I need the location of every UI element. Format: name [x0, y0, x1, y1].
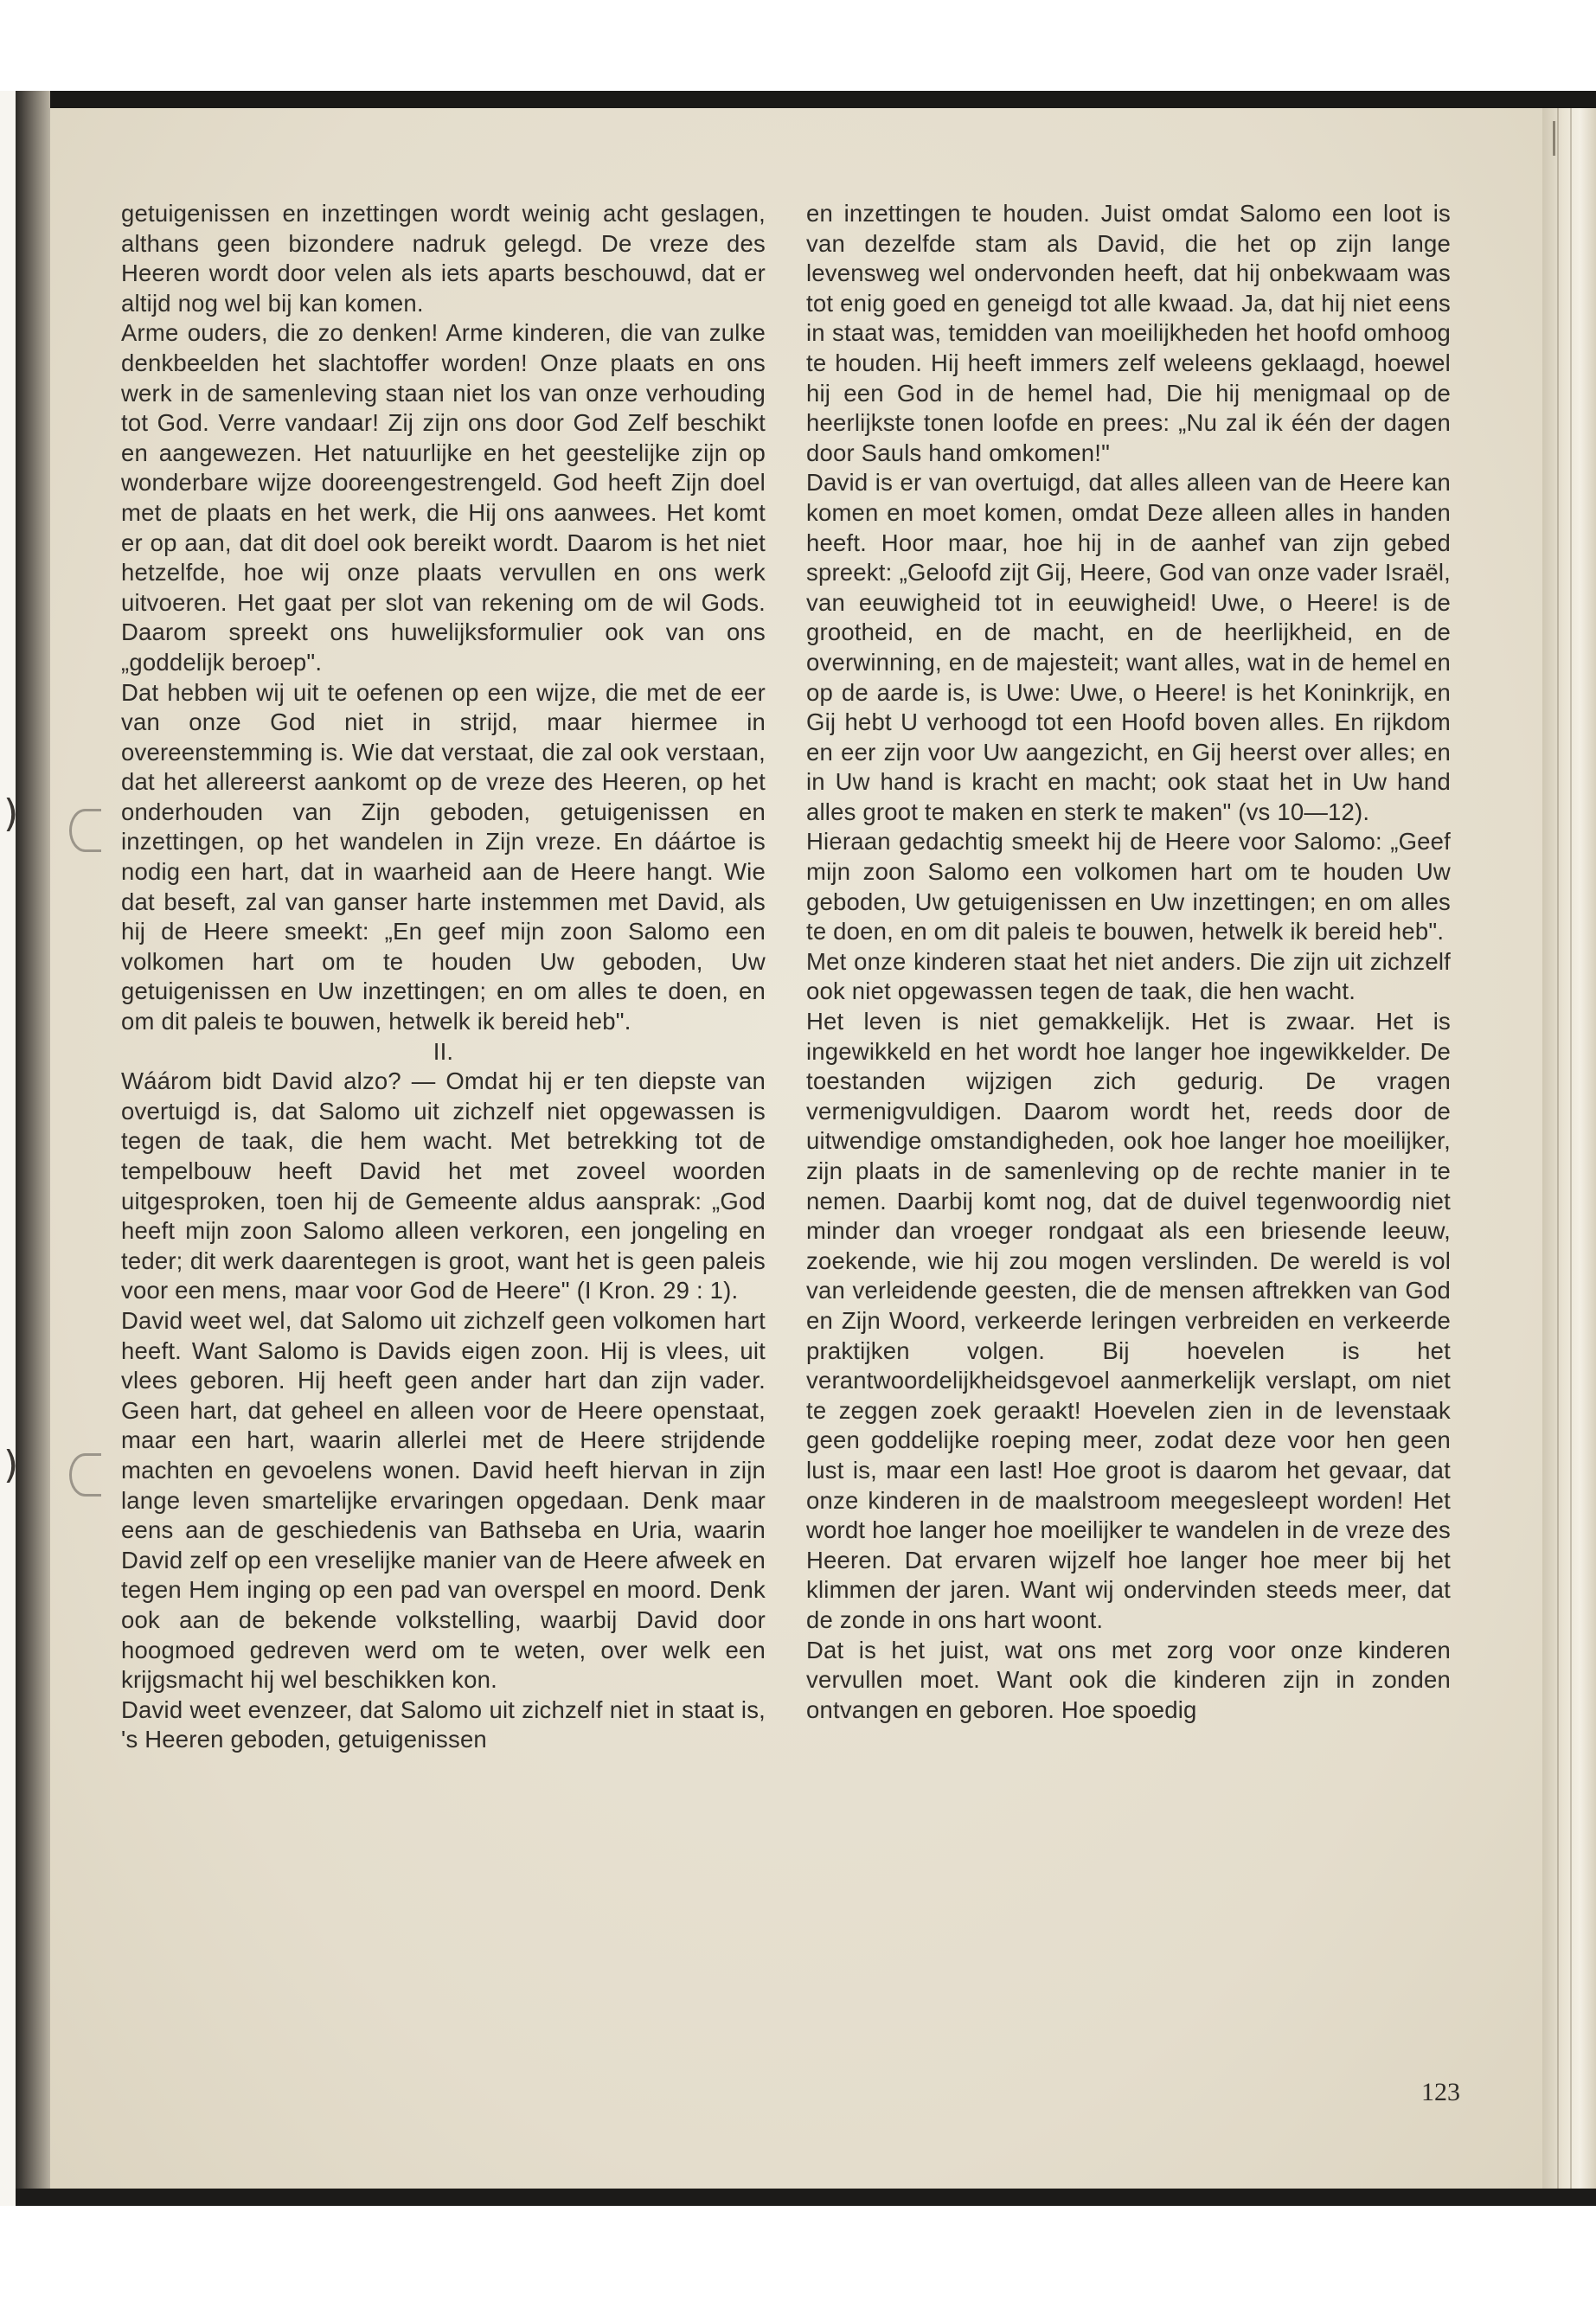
- paragraph: Wáárom bidt David alzo? — Omdat hij er ten diepste van overtuigd is, dat Salomo uit zichzelf niet opgewassen is tegen de taak, die hem wacht. Met betrekking tot de tempelbouw heeft David het met zoveel woorden uitgesproken, toen hij de Gemeente aldus aansprak: „God heeft mijn zoon Salomo alleen verkoren, een jongeling en teder; dit werk daarentegen is groot, want het is geen paleis voor een mens, maar voor God de Heere" (I Kron. 29 : 1).: [121, 1067, 766, 1304]
- paragraph: Arme ouders, die zo denken! Arme kinderen, die van zulke denkbeelden het slachtoffer worden! Onze plaats en ons werk in de samenleving staan niet los van onze verhouding tot God. Verre vandaar! Zij zijn ons door God Zelf beschikt en aangewezen. Het natuurlijke en het geestelijke zijn op wonderbare wijze dooreengestrengeld. God heeft Zijn doel met de plaats en het werk, die Hij ons aanwees. Het komt er op aan, dat dit doel ook bereikt wordt. Daarom is het niet hetzelfde, hoe wij onze plaats vervullen en ons werk uitvoeren. Het gaat per slot van rekening om de wil Gods. Daarom spreekt ons huwelijksformulier ook van ons „goddelijk beroep".: [121, 319, 766, 676]
- paragraph: David is er van overtuigd, dat alles alleen van de Heere kan komen en moet komen, omdat Deze alleen alles in handen heeft. Hoor maar, hoe hij in de aanhef van zijn gebed spreekt: „Geloofd zijt Gij, Heere, God van onze vader Israël, van eeuwigheid tot in eeuwigheid! Uwe, o Heere! is de grootheid, en de macht, en de heerlijkheid, en de overwinning, en de majesteit; want alles, wat in de hemel en op de aarde is, is Uwe: Uwe, o Heere! is het Koninkrijk, en Gij hebt U verhoogd tot een Hoofd boven alles. En rijkdom en eer zijn voor Uw aangezicht, en Gij heerst over alles; en in Uw hand is kracht en macht; ook staat het in Uw hand alles groot te maken en sterk te maken" (vs 10—12).: [806, 469, 1451, 825]
- page-edge-line: [1557, 108, 1559, 2189]
- left-text-column: [121, 199, 766, 1755]
- margin-bracket-mark: ): [3, 1443, 19, 1487]
- paragraph: David weet evenzeer, dat Salomo uit zichzelf niet in staat is, 's Heeren geboden, getuigenissen: [121, 1695, 766, 1753]
- punch-hole-mark: [69, 809, 101, 852]
- right-text-column: [806, 199, 1451, 1725]
- paragraph: en inzettingen te houden. Juist omdat Salomo een loot is van dezelfde stam als David, die het op zijn lange levensweg wel ondervonden heeft, dat hij onbekwaam was tot enig goed en geneigd tot alle kwaad. Ja, dat hij niet eens in staat was, temidden van moeilijkheden het hoofd omhoog te houden. Hij heeft immers zelf weleens geklaagd, hoewel hij een God in de hemel had, Die hij menigmaal op de heerlijkste tonen loofde en prees: „Nu zal ik één der dagen door Sauls hand omkomen!": [806, 200, 1451, 466]
- binding-top-edge: [16, 91, 1596, 108]
- binding-spine: [16, 91, 50, 2202]
- punch-hole-mark: [69, 1453, 101, 1497]
- paragraph: Dat is het juist, wat ons met zorg voor onze kinderen vervullen moet. Want ook die kinderen zijn in zonden ontvangen en geboren. Hoe spoedig: [806, 1636, 1451, 1723]
- paragraph: Met onze kinderen staat het niet anders. Die zijn uit zichzelf ook niet opgewassen tegen de taak, die hen wacht.: [806, 947, 1451, 1005]
- paragraph: getuigenissen en inzettingen wordt weinig acht geslagen, althans geen bizondere nadruk gelegd. De vreze des Heeren wordt door velen als iets aparts beschouwd, dat er altijd nog wel bij kan komen.: [121, 200, 766, 317]
- page-number: 123: [1421, 2078, 1460, 2106]
- paragraph: Hieraan gedachtig smeekt hij de Heere voor Salomo: „Geef mijn zoon Salomo een volkomen hart om te houden Uw geboden, Uw getuigenissen en Uw inzettingen; en om alles te doen, en om dit paleis te bouwen, hetwelk ik bereid heb".: [806, 828, 1451, 945]
- scan-left-margin: [0, 91, 19, 2206]
- section-heading: II.: [433, 1037, 454, 1065]
- page-mark: [1553, 121, 1555, 156]
- page-stack-edge: [1542, 108, 1596, 2189]
- binding-bottom-edge: [16, 2189, 1596, 2206]
- page-edge-line: [1570, 108, 1572, 2189]
- paragraph: Het leven is niet gemakkelijk. Het is zwaar. Het is ingewikkeld en het wordt hoe langer hoe ingewikkelder. De toestanden wijzigen zich gedurig. De vragen vermenigvuldigen. Daarom wordt het, reeds door de uitwendige omstandigheden, ook hoe langer hoe moeilijker, zijn plaats in de samenleving op de rechte manier in te nemen. Daarbij komt nog, dat de duivel tegenwoordig niet minder dan vroeger rondgaat als een briesende leeuw, zoekende, wie hij zou mogen verslinden. De wereld is vol van verleidende geesten, die de mensen aftrekken van God en Zijn Woord, verkeerde leringen verbreiden en verkeerde praktijken volgen. Bij hoevelen is het verantwoordelijkheidsgevoel aanmerkelijk verslapt, om niet te zeggen zoek geraakt! Hoevelen zien in de levenstaak geen goddelijke roeping meer, zodat deze voor hen geen lust is, maar een last! Hoe groot is daarom het gevaar, dat onze kinderen in de maalstroom meegesleept worden! Het wordt hoe langer hoe moeilijker te wandelen in de vreze des Heeren. Dat ervaren wijzelf hoe langer hoe meer bij het klimmen der jaren. Want wij ondervinden steeds meer, dat de zonde in ons hart woont.: [806, 1008, 1451, 1633]
- paragraph: Dat hebben wij uit te oefenen op een wijze, die met de eer van onze God niet in strijd, maar hiermee in overeenstemming is. Wie dat verstaat, die zal ook verstaan, dat het allereerst aankomt op de vreze des Heeren, op het onderhouden van Zijn geboden, getuigenissen en inzettingen, op het wandelen in Zijn vreze. En dáártoe is nodig een hart, dat in waarheid aan de Heere hangt. Wie dat beseft, zal van ganser harte instemmen met David, als hij de Heere smeekt: „En geef mijn zoon Salomo een volkomen hart om te houden Uw geboden, Uw getuigenissen en Uw inzettingen; en om alles te doen, en om dit paleis te bouwen, hetwelk ik bereid heb".: [121, 678, 766, 1035]
- paragraph: David weet wel, dat Salomo uit zichzelf geen volkomen hart heeft. Want Salomo is Davids eigen zoon. Hij is vlees, uit vlees geboren. Hij heeft geen ander hart dan zijn vader. Geen hart, dat geheel en alleen voor de Heere openstaat, maar een hart, waarin allerlei met de Heere strijdende machten en gevoelens wonen. David heeft hiervan in zijn lange leven smartelijke ervaringen opgedaan. Denk maar eens aan de geschiedenis van Bathseba en Uria, waarin David zelf op een vreselijke manier van de Heere afweek en tegen Hem inging op een pad van overspel en moord. Denk ook aan de bekende volkstelling, waarbij David door hoogmoed gedreven werd om te weten, over welk een krijgsmacht hij wel beschikken kon.: [121, 1306, 766, 1694]
- margin-bracket-mark: ): [3, 792, 19, 836]
